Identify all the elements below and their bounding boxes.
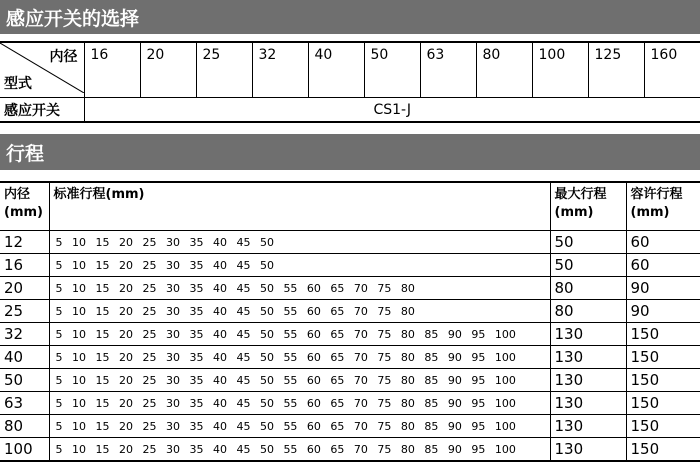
bore-value: 20 bbox=[0, 277, 49, 300]
standard-strokes: 5 10 15 20 25 30 35 40 45 50 bbox=[49, 231, 550, 254]
bore-cell: 63 bbox=[420, 42, 476, 98]
allowable-stroke: 150 bbox=[626, 323, 700, 346]
max-stroke: 130 bbox=[550, 346, 626, 369]
header-allowable-stroke: 容许行程 (mm) bbox=[626, 182, 700, 231]
bore-cell: 125 bbox=[588, 42, 644, 98]
allowable-stroke: 150 bbox=[626, 392, 700, 415]
standard-strokes: 5 10 15 20 25 30 35 40 45 50 55 60 65 70 75 80 85 90 95 100 bbox=[49, 323, 550, 346]
bore-cell: 25 bbox=[196, 42, 252, 98]
bore-value: 16 bbox=[0, 254, 49, 277]
bore-cell: 40 bbox=[308, 42, 364, 98]
switch-model: CS1-J bbox=[84, 98, 700, 123]
allowable-stroke: 90 bbox=[626, 300, 700, 323]
switch-selection-table bbox=[0, 41, 700, 123]
max-stroke: 130 bbox=[550, 369, 626, 392]
bore-value: 50 bbox=[0, 369, 49, 392]
bore-cell: 32 bbox=[252, 42, 308, 98]
allowable-stroke: 60 bbox=[626, 231, 700, 254]
max-stroke: 130 bbox=[550, 415, 626, 438]
allowable-stroke: 150 bbox=[626, 346, 700, 369]
standard-strokes: 5 10 15 20 25 30 35 40 45 50 55 60 65 70 75 80 85 90 95 100 bbox=[49, 438, 550, 462]
header-max-stroke: 最大行程 (mm) bbox=[550, 182, 626, 231]
max-stroke: 130 bbox=[550, 392, 626, 415]
switch-label: 感应开关 bbox=[0, 98, 84, 123]
standard-strokes: 5 10 15 20 25 30 35 40 45 50 55 60 65 70 75 80 85 90 95 100 bbox=[49, 369, 550, 392]
standard-strokes: 5 10 15 20 25 30 35 40 45 50 bbox=[49, 254, 550, 277]
standard-strokes: 5 10 15 20 25 30 35 40 45 50 55 60 65 70 75 80 85 90 95 100 bbox=[49, 392, 550, 415]
table-row bbox=[0, 438, 700, 462]
table-row bbox=[0, 346, 700, 369]
table-row bbox=[0, 415, 700, 438]
standard-strokes: 5 10 15 20 25 30 35 40 45 50 55 60 65 70 75 80 85 90 95 100 bbox=[49, 415, 550, 438]
max-stroke: 50 bbox=[550, 231, 626, 254]
bore-header-row bbox=[0, 42, 700, 98]
section-title-stroke: 行程 bbox=[0, 134, 700, 170]
standard-strokes: 5 10 15 20 25 30 35 40 45 50 55 60 65 70 75 80 85 90 95 100 bbox=[49, 346, 550, 369]
stroke-header-row bbox=[0, 182, 700, 231]
allowable-stroke: 60 bbox=[626, 254, 700, 277]
table-row bbox=[0, 369, 700, 392]
table-row bbox=[0, 392, 700, 415]
table-row bbox=[0, 254, 700, 277]
bore-cell: 100 bbox=[532, 42, 588, 98]
allowable-stroke: 150 bbox=[626, 438, 700, 462]
header-bore: 内径 (mm) bbox=[4, 187, 43, 220]
bore-cell: 16 bbox=[84, 42, 140, 98]
bore-value: 63 bbox=[0, 392, 49, 415]
bore-value: 100 bbox=[0, 438, 49, 462]
bore-value: 40 bbox=[0, 346, 49, 369]
max-stroke: 80 bbox=[550, 300, 626, 323]
max-stroke: 130 bbox=[550, 323, 626, 346]
bore-value: 12 bbox=[0, 231, 49, 254]
max-stroke: 50 bbox=[550, 254, 626, 277]
stroke-table bbox=[0, 181, 700, 462]
bore-cell: 20 bbox=[140, 42, 196, 98]
bore-value: 25 bbox=[0, 300, 49, 323]
corner-header-cell bbox=[0, 42, 84, 98]
bore-value: 80 bbox=[0, 415, 49, 438]
allowable-stroke: 150 bbox=[626, 415, 700, 438]
corner-label-bore: 内径 bbox=[49, 49, 78, 65]
table-row bbox=[0, 277, 700, 300]
section-title-switch: 感应开关的选择 bbox=[0, 0, 700, 34]
standard-strokes: 5 10 15 20 25 30 35 40 45 50 55 60 65 70 75 80 bbox=[49, 277, 550, 300]
corner-label-type: 型式 bbox=[4, 76, 32, 92]
bore-cell: 160 bbox=[644, 42, 700, 98]
max-stroke: 80 bbox=[550, 277, 626, 300]
table-row bbox=[0, 300, 700, 323]
bore-cell: 80 bbox=[476, 42, 532, 98]
bore-value: 32 bbox=[0, 323, 49, 346]
allowable-stroke: 90 bbox=[626, 277, 700, 300]
standard-strokes: 5 10 15 20 25 30 35 40 45 50 55 60 65 70 75 80 bbox=[49, 300, 550, 323]
table-row bbox=[0, 231, 700, 254]
header-standard-stroke: 标准行程(mm) bbox=[49, 182, 550, 231]
table-row bbox=[0, 323, 700, 346]
switch-model-row bbox=[0, 98, 700, 123]
bore-cell: 50 bbox=[364, 42, 420, 98]
allowable-stroke: 150 bbox=[626, 369, 700, 392]
max-stroke: 130 bbox=[550, 438, 626, 462]
